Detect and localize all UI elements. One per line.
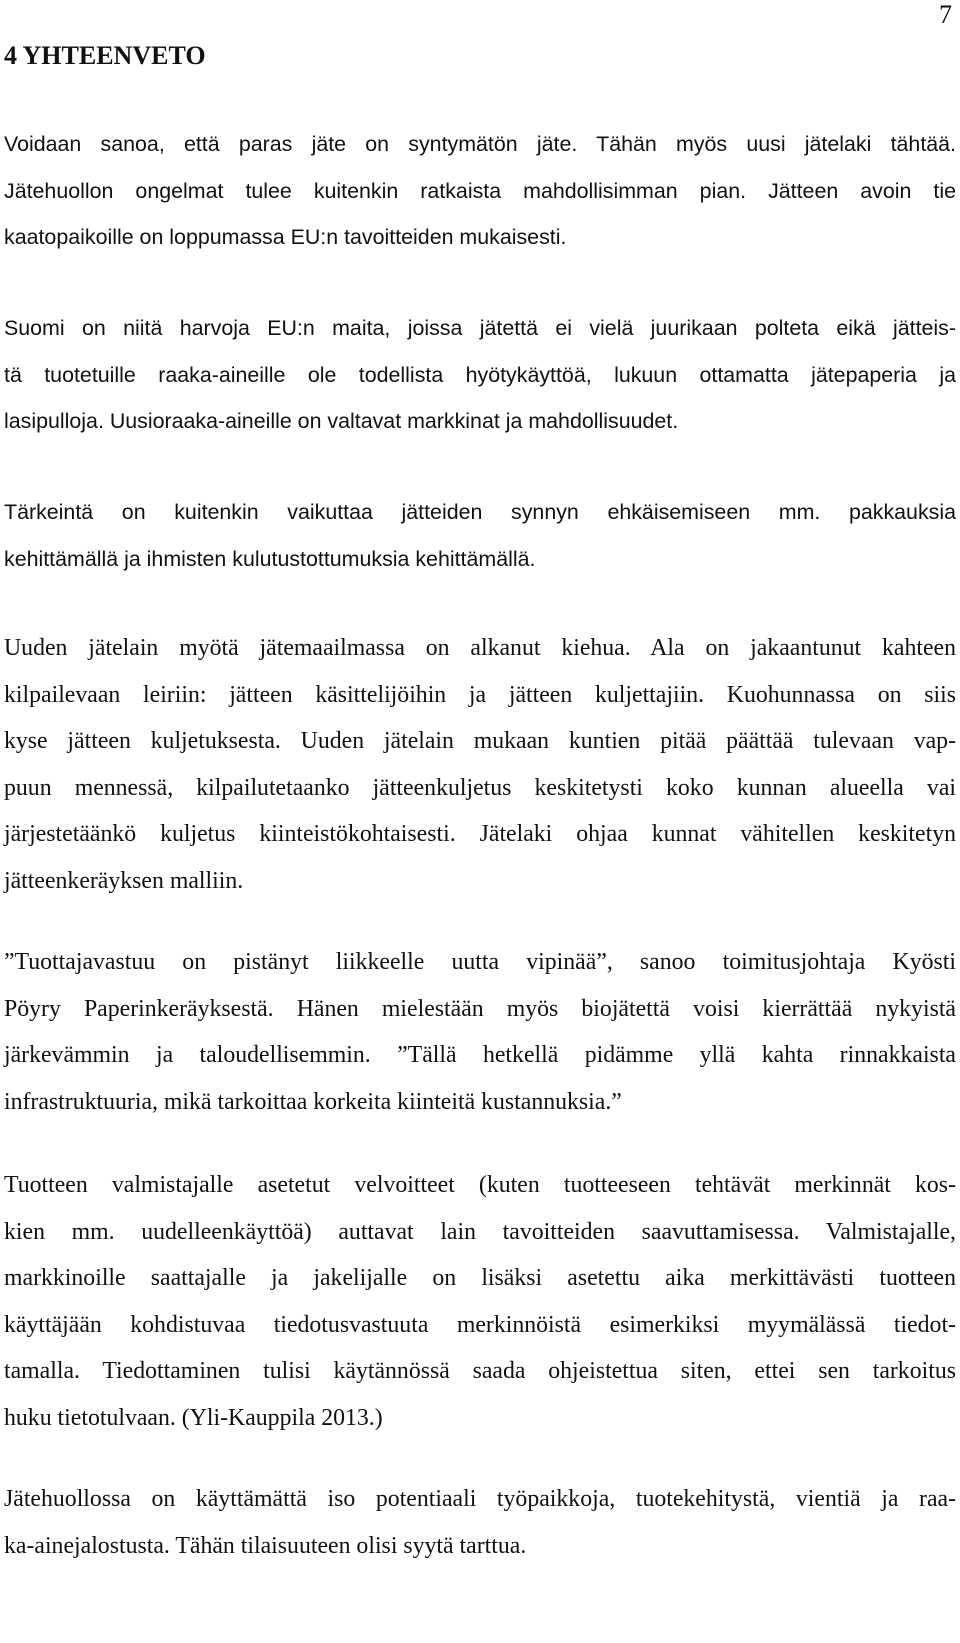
page-number: 7 — [939, 0, 952, 29]
text-line: ”Tuottajavastuu on pistänyt liikkeelle uutta vipinää”, sanoo toimitusjohtaja Kyösti — [4, 949, 956, 975]
text-line: järkevämmin ja taloudellisemmin. ”Tällä hetkellä pidämme yllä kahta rinnakkaista — [4, 1042, 956, 1069]
text-line: ka-ainejalostusta. Tähän tilaisuuteen olisi syytä tarttua. — [4, 1532, 527, 1559]
text-line: kien mm. uudelleenkäyttöä) auttavat lain tavoitteiden saavuttamisessa. Valmistajalle, — [4, 1218, 956, 1245]
text-line: jätteenkeräyksen malliin. — [4, 867, 244, 894]
paragraph-manufacturer — [4, 1162, 956, 1442]
paragraph-finland — [4, 305, 956, 445]
text-line: kyse jätteen kuljetuksesta. Uuden jätelain mukaan kuntien pitää päättää tulevaan vap- — [4, 728, 956, 755]
text-line: Uuden jätelain myötä jätemaailmassa on alkanut kiehua. Ala on jakaantunut kahteen — [4, 635, 956, 661]
text-line: Tärkeintä on kuitenkin vaikuttaa jätteiden synnyn ehkäisemiseen mm. pakkauksia — [4, 500, 956, 524]
paragraph-intro — [4, 121, 956, 261]
text-line: Jätehuollossa on käyttämättä iso potentiaali työpaikkoja, tuotekehitystä, vientiä ja raa- — [4, 1486, 956, 1512]
text-line: tamalla. Tiedottaminen tulisi käytännössä saada ohjeistettua siten, ettei sen tarkoitus — [4, 1358, 956, 1385]
text-line: käyttäjään kohdistuvaa tiedotusvastuuta merkinnöistä esimerkiksi myymälässä tiedot- — [4, 1311, 956, 1338]
text-line: Jätehuollon ongelmat tulee kuitenkin ratkaista mahdollisimman pian. Jätteen avoin tie — [4, 178, 956, 203]
text-line: Pöyry Paperinkeräyksestä. Hänen mielestään myös biojätettä voisi kierrättää nykyistä — [4, 995, 956, 1022]
text-line: kilpailevaan leiriin: jätteen käsittelijöihin ja jätteen kuljettajiin. Kuohunnassa on siis — [4, 681, 956, 708]
text-line: huku tietotulvaan. (Yli-Kauppila 2013.) — [4, 1404, 383, 1431]
text-line: kehittämällä ja ihmisten kulutustottumuksia kehittämällä. — [4, 546, 536, 571]
text-line: Tuotteen valmistajalle asetetut velvoitteet (kuten tuotteeseen tehtävät merkinnät kos- — [4, 1172, 956, 1198]
text-line: lasipulloja. Uusioraaka-aineille on valtavat markkinat ja mahdollisuudet. — [4, 409, 679, 434]
paragraph-prevention — [4, 489, 956, 582]
paragraph-waste-law — [4, 625, 956, 905]
text-line: puun mennessä, kilpailutetaanko jätteenkuljetus keskitetysti koko kunnan alueella vai — [4, 774, 956, 801]
paragraph-potential — [4, 1476, 956, 1569]
text-line: markkinoille saattajalle ja jakelijalle on lisäksi asetettu aika merkittävästi tuotteen — [4, 1265, 956, 1292]
text-line: Voidaan sanoa, että paras jäte on syntymätön jäte. Tähän myös uusi jätelaki tähtää. — [4, 132, 956, 156]
section-heading: 4 YHTEENVETO — [4, 41, 206, 70]
text-line: tä tuotetuille raaka-aineille ole todellista hyötykäyttöä, lukuun ottamatta jätepaperia ja — [4, 362, 956, 387]
text-line: infrastruktuuria, mikä tarkoittaa korkeita kiinteitä kustannuksia.” — [4, 1088, 622, 1115]
text-line: kaatopaikoille on loppumassa EU:n tavoitteiden mukaisesti. — [4, 225, 567, 250]
text-line: Suomi on niitä harvoja EU:n maita, joissa jätettä ei vielä juurikaan polteta eikä jätteis- — [4, 316, 956, 340]
paragraph-quote — [4, 939, 956, 1125]
text-line: järjestetäänkö kuljetus kiinteistökohtaisesti. Jätelaki ohjaa kunnat vähitellen keskitetyn — [4, 821, 956, 848]
